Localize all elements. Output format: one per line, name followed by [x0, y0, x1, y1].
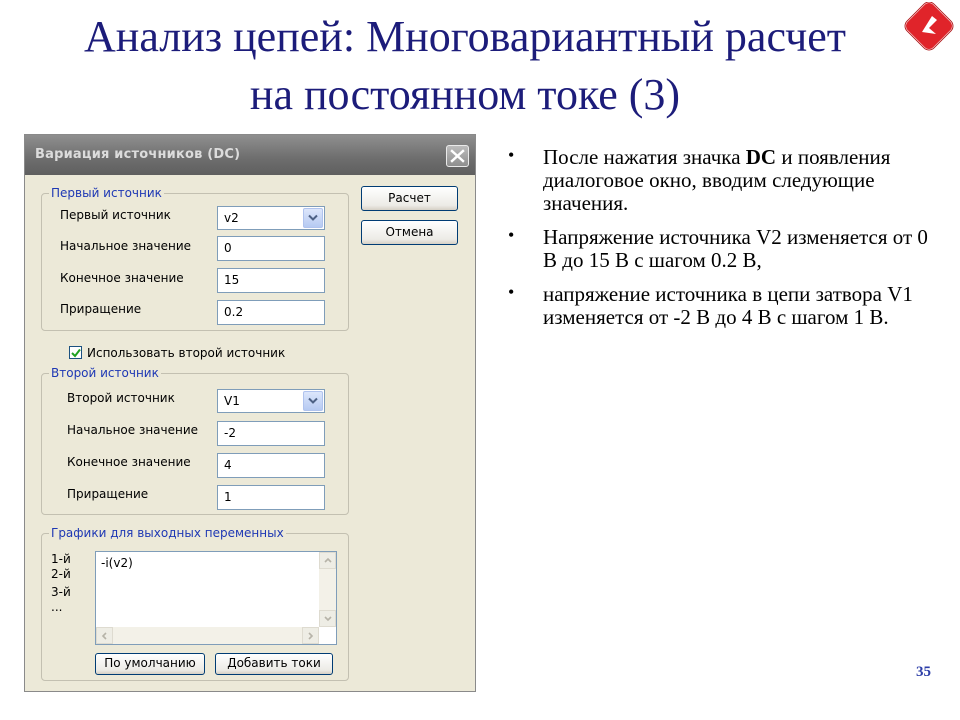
red-diamond-logo-icon	[902, 2, 956, 52]
calculate-button[interactable]: Расчет	[361, 186, 458, 211]
second-step-label: Приращение	[67, 487, 149, 501]
first-source-label: Первый источник	[60, 208, 171, 222]
bullet-item	[508, 226, 928, 272]
checkmark-icon	[71, 348, 81, 358]
plot-expression[interactable]: -i(v2)	[101, 556, 133, 570]
slide-title-line-1: Анализ цепей: Многовариантный расчет	[84, 12, 846, 61]
scroll-down-button[interactable]	[319, 610, 336, 627]
horizontal-scrollbar[interactable]	[96, 627, 319, 644]
first-source-select[interactable]	[217, 206, 325, 230]
bullet-dot: •	[508, 282, 515, 302]
first-source-value: v2	[224, 211, 239, 225]
chevron-left-icon	[101, 632, 108, 640]
first-start-input[interactable]: 0	[217, 236, 325, 261]
plots-group-label: Графики для выходных переменных	[51, 526, 284, 540]
bullet-bold-text: DC	[745, 145, 777, 169]
slide-title	[0, 8, 930, 124]
first-source-group-label: Первый источник	[51, 186, 162, 200]
plot-row-label: 2-й	[51, 567, 71, 581]
chevron-up-icon	[324, 557, 332, 564]
defaults-button[interactable]: По умолчанию	[95, 653, 205, 675]
second-end-label: Конечное значение	[67, 455, 191, 469]
variation-dialog	[24, 134, 476, 692]
second-step-input[interactable]: 1	[217, 485, 325, 510]
first-step-label: Приращение	[60, 302, 142, 316]
use-second-source-label[interactable]: Использовать второй источник	[87, 346, 286, 360]
cancel-button[interactable]: Отмена	[361, 220, 458, 245]
vertical-scrollbar[interactable]	[319, 552, 336, 627]
second-start-label: Начальное значение	[67, 423, 199, 437]
slide-title-line-2: на постоянном токе (3)	[249, 70, 681, 119]
plot-expressions-box[interactable]	[95, 551, 337, 645]
plot-row-label: 3-й	[51, 585, 71, 599]
bullet-text: Напряжение источника V2 изменяется от 0 В до 15 В с шагом 0.2 В,	[543, 225, 928, 272]
first-end-input[interactable]: 15	[217, 268, 325, 293]
close-x-icon	[450, 149, 465, 163]
second-start-input[interactable]: -2	[217, 421, 325, 446]
chevron-right-icon	[307, 632, 314, 640]
plot-row-label: 1-й	[51, 552, 71, 566]
bullet-text: и появления диалоговое окно, вводим следующие значения.	[543, 145, 891, 215]
dialog-titlebar[interactable]	[25, 135, 475, 175]
second-source-select[interactable]	[217, 389, 325, 413]
first-end-label: Конечное значение	[60, 271, 184, 285]
second-source-label: Второй источник	[67, 391, 175, 405]
first-step-input[interactable]: 0.2	[217, 300, 325, 325]
dialog-title: Вариация источников (DC)	[35, 147, 241, 162]
close-button[interactable]	[446, 145, 469, 167]
bullet-item	[508, 146, 928, 215]
second-source-dropdown-button[interactable]	[303, 391, 323, 411]
scroll-right-button[interactable]	[302, 627, 319, 644]
bullet-list	[508, 146, 928, 340]
second-source-group-label: Второй источник	[51, 366, 159, 380]
scroll-up-button[interactable]	[319, 552, 336, 569]
bullet-dot: •	[508, 145, 515, 165]
add-currents-button[interactable]: Добавить токи	[215, 653, 333, 675]
first-source-dropdown-button[interactable]	[303, 208, 323, 228]
bullet-text: напряжение источника в цепи затвора V1 изменяется от -2 В до 4 В с шагом 1 В.	[543, 282, 913, 329]
chevron-down-icon	[324, 615, 332, 622]
page-number: 35	[916, 664, 931, 680]
second-end-input[interactable]: 4	[217, 453, 325, 478]
first-start-label: Начальное значение	[60, 239, 192, 253]
chevron-down-icon	[308, 397, 318, 405]
plot-row-label: ...	[51, 600, 63, 614]
chevron-down-icon	[308, 214, 318, 222]
bullet-dot: •	[508, 225, 515, 245]
use-second-source-checkbox[interactable]	[69, 346, 82, 359]
bullet-text: После нажатия значка	[543, 145, 746, 169]
scroll-left-button[interactable]	[96, 627, 113, 644]
second-source-value: V1	[224, 394, 240, 408]
bullet-item	[508, 283, 928, 329]
